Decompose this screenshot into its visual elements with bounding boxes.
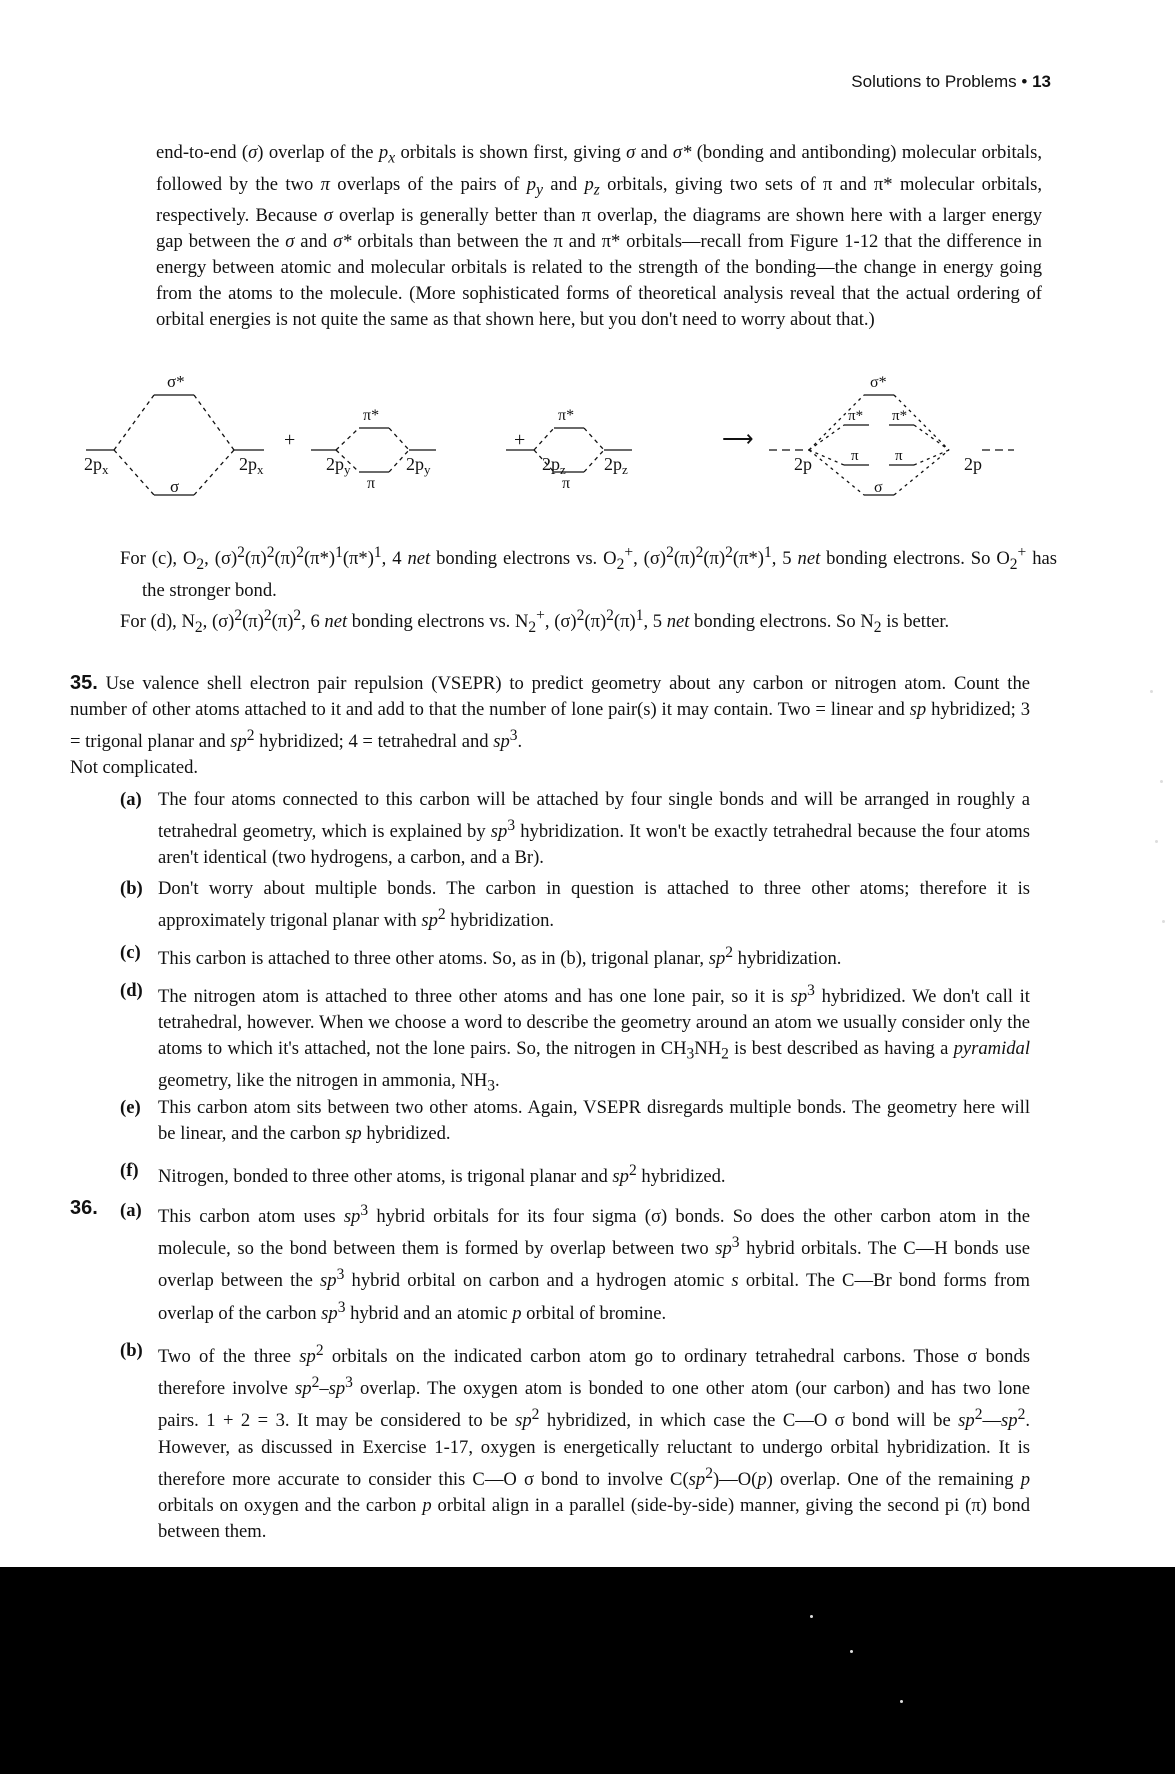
label-combined-pi-2: π: [895, 448, 903, 464]
arrow: ⟶: [722, 426, 754, 451]
p35-item-a: (a) The four atoms connected to this carbon will be attached by four single bonds and will be arranged in roughly a tetrahedral geometry, which is explained by $sp^3$ hybridization. It won't be exactly tetrahedral because the four atoms aren't identical (two hydrogens, a carbon, and a Br).: [120, 789, 1031, 869]
label-2py-right: $2p_y$: [406, 454, 431, 477]
label-sigma: σ: [170, 477, 180, 496]
intro-paragraph: end-to-end (σ) overlap of the $p_x$ orbitals is shown first, giving σ and σ* (bonding and antibonding) molecular orbitals, followed by the two π overlaps of the pairs of $p_y$ and $p_z$ orbitals, giving two sets of π and π* molecular orbitals, respectively. Because σ overlap is generally better than π overlap, the diagrams are shown here with a larger energy gap between the σ and σ* orbitals than between the π and π* orbitals—recall from Figure 1-12 that the difference in energy between atomic and molecular orbitals is related to the strength of the bonding—the change in energy going from the atoms to the molecule. (More sophisticated forms of theoretical analysis reveal that the actual ordering of orbital energies is not quite the same as that shown here, but you don't need to worry about that.): [156, 142, 1043, 331]
p36-item-b: (b) Two of the three $sp^2$ orbitals on the indicated carbon atom go to ordinary tetrahedral carbons. Those σ bonds therefore involve $sp^2-sp^3$ overlap. The oxygen atom is bonded to one other atom (our carbon) and has two lone pairs. 1 + 2 = 3. It may be considered to be $sp^2$ hybridized, in which case the C—O σ bond will be $sp^2—sp^2$. However, as discussed in Exercise 1-17, oxygen is energetically reluctant to undergo orbital hybridization. It is therefore more accurate to consider this C—O σ bond to involve $C(sp^2)—O(p)$ overlap. One of the remaining p orbitals on oxygen and the carbon p orbital align in a parallel (side-by-side) manner, giving the second pi (π) bond between them.: [120, 1340, 1031, 1542]
label-pi-star-z: π*: [558, 407, 575, 424]
running-header: [851, 72, 1051, 92]
p35-item-b: (b) Don't worry about multiple bonds. The carbon in question is attached to three other atoms; therefore it is approximately trigonal planar with $sp^2$ hybridization.: [120, 878, 1030, 932]
mo-energy-diagram: [84, 370, 1034, 510]
problem-35-number: 35.: [70, 672, 98, 694]
label-combined-pi-1: π: [851, 448, 859, 464]
problem-36-number: 36.: [70, 1197, 98, 1219]
part-d-paragraph: For (d), $N_2$, $(\sigma)^2(\pi)^2(\pi)^2$, 6 net bonding electrons vs. $N_2^+$, $(\sigma)^2(\pi)^2(\pi)^1$, 5 net bonding electrons. So $N_2$ is better.: [120, 607, 950, 636]
plus-sign-2: +: [514, 429, 526, 451]
scan-speck: [1160, 780, 1163, 783]
label-2py-left: $2p_y$: [326, 454, 351, 477]
label-pi-star-y: π*: [363, 407, 380, 424]
scan-speck: [850, 1650, 853, 1653]
p35-item-d: (d) The nitrogen atom is attached to three other atoms and has one lone pair, so it is $sp^3$ hybridized. We don't call it tetrahedral, however. When we choose a word to describe the geometry around an atom we usually consider only the atoms to which it's attached, not the lone pairs. So, the nitrogen in $CH_3NH_2$ is best described as having a pyramidal geometry, like the nitrogen in ammonia, $NH_3$.: [120, 980, 1030, 1095]
label-2p-right: 2p: [964, 454, 982, 474]
p35-item-c: (c) This carbon is attached to three other atoms. So, as in (b), trigonal planar, $sp^2$ hybridization.: [120, 942, 842, 970]
label-sigma-star: σ*: [167, 372, 185, 391]
label-combined-pi-star-2: π*: [892, 408, 908, 424]
scan-speck: [1162, 920, 1165, 923]
label-2px-left: $2p_x$: [84, 454, 109, 477]
label-pi-z: π: [562, 475, 571, 492]
problem-35-intro: 35. Use valence shell electron pair repulsion (VSEPR) to predict geometry about any carbon or nitrogen atom. Count the number of other atoms attached to it and add to that the number of lone pair(s) it may contain. Two = linear and sp hybridized; 3 = trigonal planar and $sp^2$ hybridized; 4 = tetrahedral and $sp^3$. Not complicated.: [70, 672, 1030, 779]
scan-speck: [1150, 690, 1153, 693]
plus-sign-1: +: [284, 429, 296, 451]
page-number: 13: [1032, 72, 1051, 91]
label-2px-right: $2p_x$: [239, 454, 264, 477]
header-title: Solutions to Problems: [851, 72, 1017, 91]
label-2pz-left: $2p_z$: [542, 454, 566, 477]
p35-item-f: (f) Nitrogen, bonded to three other atoms, is trigonal planar and $sp^2$ hybridized.: [120, 1160, 726, 1188]
p36-item-a: (a) This carbon atom uses $sp^3$ hybrid orbitals for its four sigma (σ) bonds. So does the other carbon atom in the molecule, so the bond between them is formed by overlap between two $sp^3$ hybrid orbitals. The C—H bonds use overlap between the $sp^3$ hybrid orbital on carbon and a hydrogen atomic s orbital. The C—Br bond forms from overlap of the carbon $sp^3$ hybrid and an atomic p orbital of bromine.: [120, 1200, 1030, 1324]
label-combined-sigma-star: σ*: [870, 374, 887, 391]
scan-speck: [1155, 840, 1158, 843]
scan-speck: [810, 1615, 813, 1618]
label-2p-left: 2p: [794, 454, 812, 474]
label-pi-y: π: [367, 475, 376, 492]
header-separator: •: [1021, 72, 1028, 91]
label-combined-sigma: σ: [874, 479, 883, 496]
label-2pz-right: $2p_z$: [604, 454, 628, 477]
scan-speck: [900, 1700, 903, 1703]
part-c-paragraph: For (c), $O_2$, $(\sigma)^2(\pi)^2(\pi)^2(\pi*)^1(\pi*)^1$, 4 net bonding electrons vs. $O_2^+$, $(\sigma)^2(\pi)^2(\pi)^2(\pi*)^1$, 5 net bonding electrons. So $O_2^+$ has the stronger bond.: [120, 544, 1057, 601]
p35-item-e: (e) This carbon atom sits between two other atoms. Again, VSEPR disregards multiple bonds. The geometry here will be linear, and the carbon sp hybridized.: [120, 1097, 1030, 1144]
label-combined-pi-star-1: π*: [848, 408, 864, 424]
